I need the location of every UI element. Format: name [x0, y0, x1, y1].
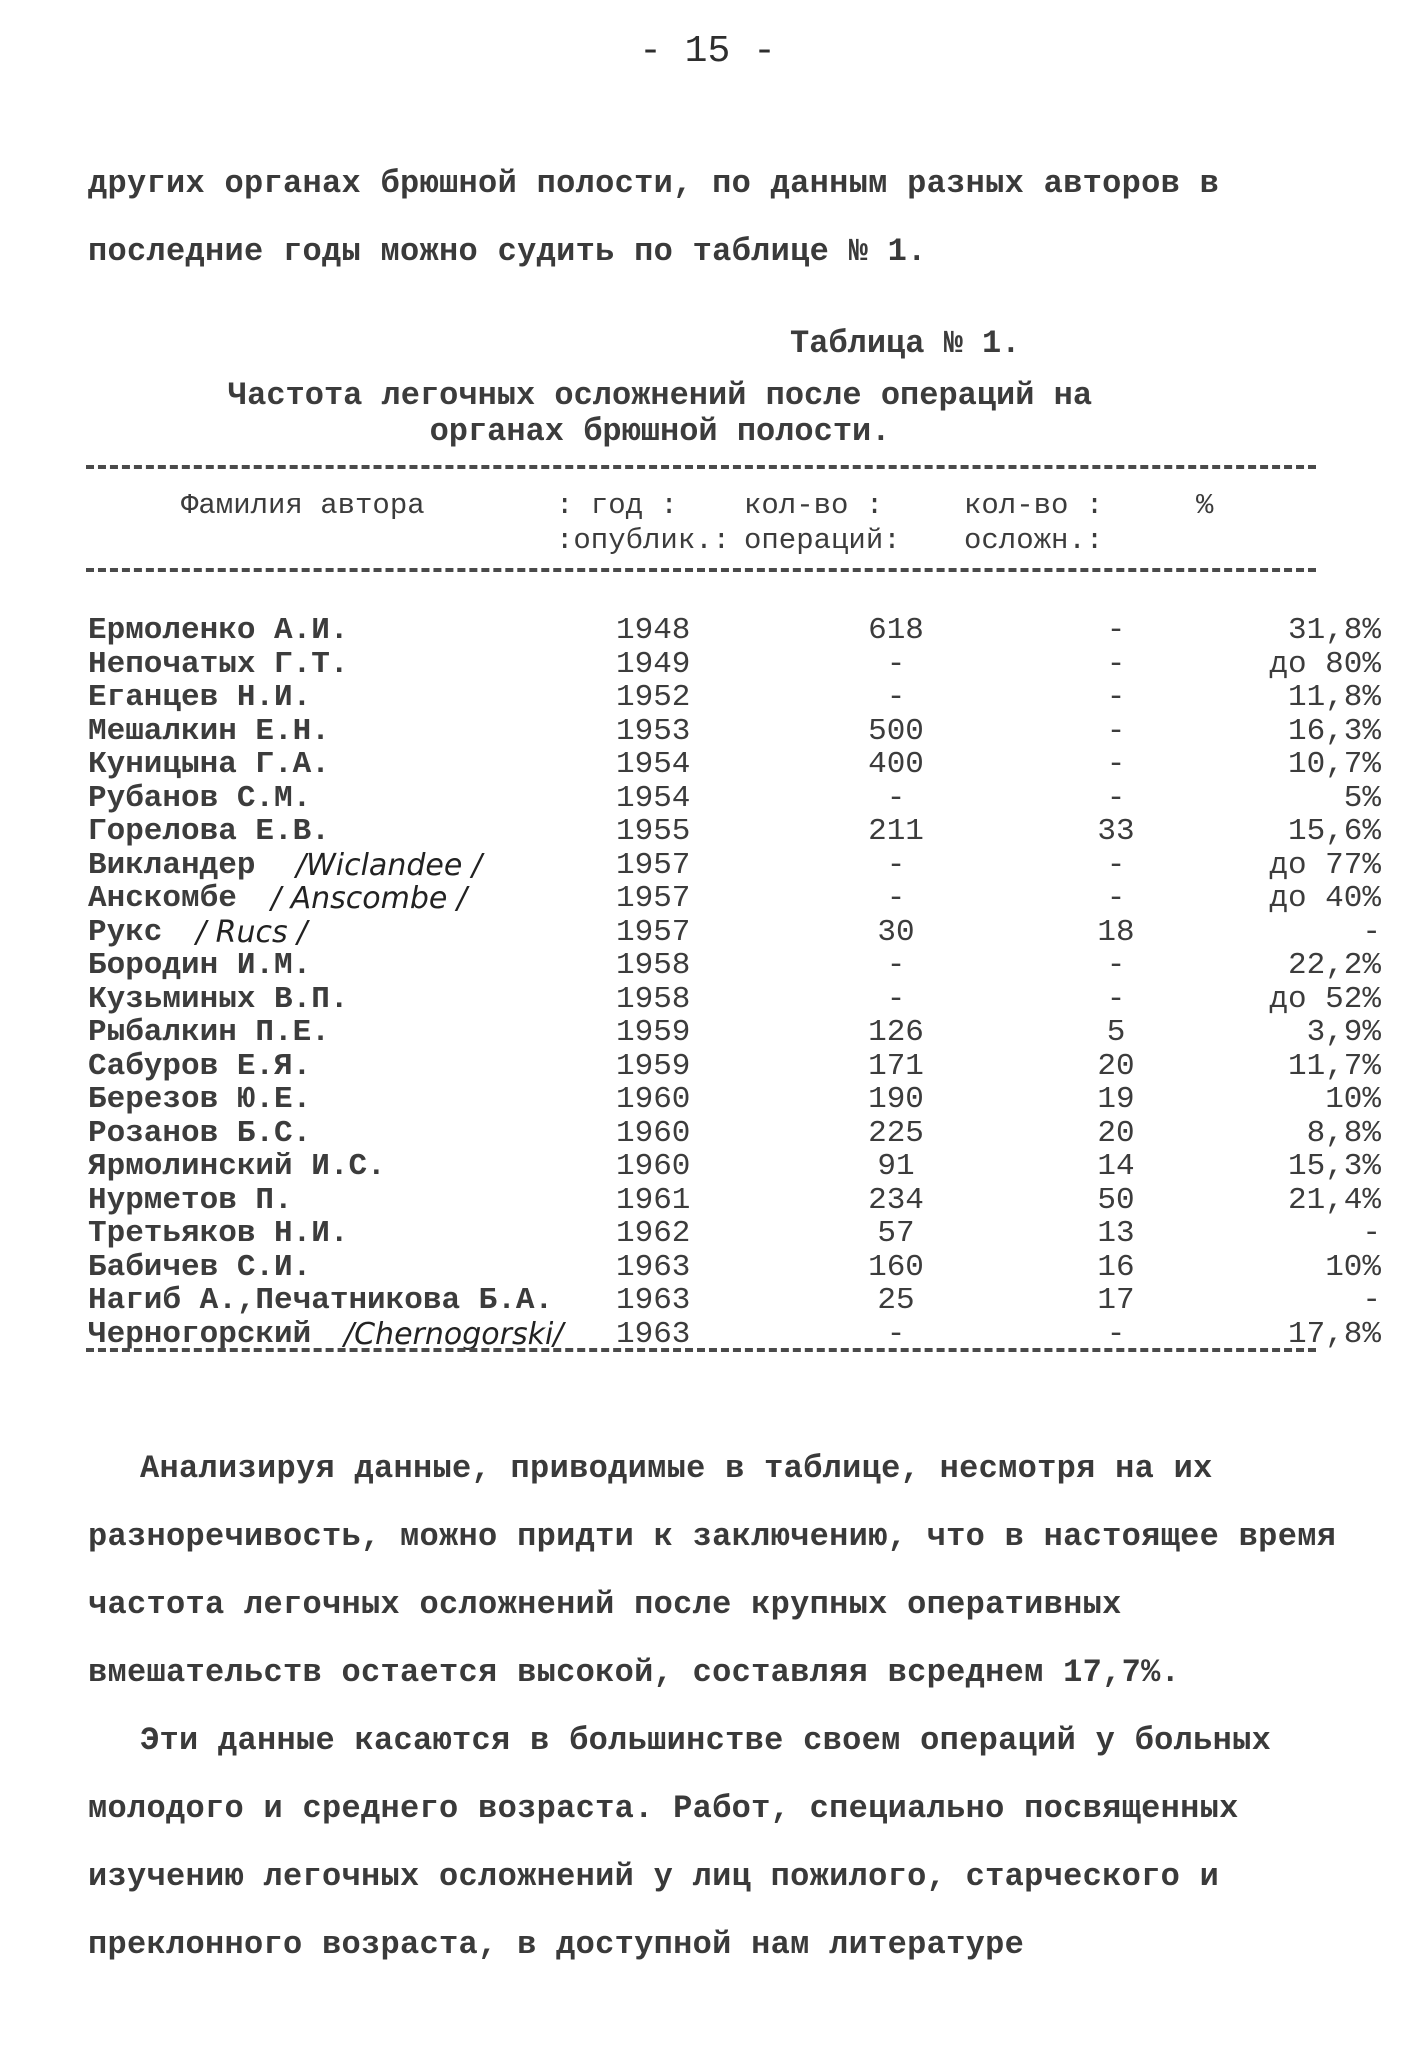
header-year-line1: : год : — [556, 489, 678, 522]
operations-cell: - — [886, 646, 906, 682]
operations-cell: 171 — [868, 1048, 924, 1084]
year-cell: 1963 — [616, 1283, 691, 1318]
complications-cell: 50 — [1097, 1182, 1135, 1218]
table-row — [86, 780, 1381, 816]
latin-name-annotation: /Chernogorski/ — [344, 1316, 564, 1352]
year-cell: 1955 — [616, 814, 691, 849]
header-operations — [744, 488, 901, 558]
table-row — [86, 1149, 1381, 1184]
percent-cell: 11,7% — [1287, 1048, 1381, 1084]
complications-cell: - — [1106, 780, 1126, 816]
percent-cell: 22,2% — [1287, 948, 1381, 983]
author-cell: Черногорский — [88, 1316, 312, 1352]
operations-cell: - — [886, 680, 906, 715]
author-cell: Еганцев Н.И. — [88, 680, 312, 715]
year-cell: 1949 — [616, 646, 691, 682]
author-cell: Третьяков Н.И. — [88, 1216, 349, 1251]
author-cell: Ермоленко А.И. — [88, 613, 349, 648]
operations-cell: 190 — [868, 1082, 924, 1117]
author-cell: Горелова Е.В. — [88, 814, 330, 849]
operations-cell: 234 — [868, 1182, 924, 1218]
year-cell: 1958 — [616, 981, 691, 1017]
year-cell: 1957 — [616, 881, 691, 916]
operations-cell: 211 — [868, 814, 924, 849]
percent-cell: до 40% — [1269, 881, 1381, 916]
table-label: Таблица № 1. — [790, 325, 1021, 362]
table-row — [86, 1082, 1381, 1117]
complications-cell: - — [1106, 646, 1126, 682]
operations-cell: 500 — [868, 713, 924, 749]
year-cell: 1957 — [616, 914, 691, 950]
table-row — [86, 814, 1381, 849]
operations-cell: 30 — [877, 914, 915, 950]
header-complications-line1: кол-во : — [964, 489, 1104, 522]
table-row — [86, 1048, 1381, 1084]
table-row — [86, 1316, 1381, 1352]
percent-cell: 11,8% — [1287, 680, 1381, 715]
table-row — [86, 881, 1381, 916]
year-cell: 1952 — [616, 680, 691, 715]
percent-cell: 10% — [1325, 1249, 1381, 1285]
year-cell: 1954 — [616, 780, 691, 816]
complications-cell: 33 — [1097, 814, 1135, 849]
table-row — [86, 646, 1381, 682]
page-number: - 15 - — [639, 30, 776, 73]
author-cell: Кузьминых В.П. — [88, 981, 349, 1017]
author-cell: Бородин И.М. — [88, 948, 312, 983]
header-operations-line1: кол-во : — [744, 489, 884, 522]
complications-cell: 17 — [1097, 1283, 1135, 1318]
author-cell: Рукс — [88, 914, 163, 950]
author-cell: Анскомбе — [88, 881, 237, 916]
percent-cell: - — [1362, 914, 1381, 950]
table-row — [86, 1115, 1381, 1151]
operations-cell: - — [886, 1316, 906, 1352]
complications-cell: - — [1106, 680, 1126, 715]
operations-cell: 91 — [877, 1149, 915, 1184]
table-row — [86, 948, 1381, 983]
header-percent: % — [1196, 489, 1214, 522]
complications-cell: 13 — [1097, 1216, 1135, 1251]
complications-cell: 20 — [1097, 1115, 1135, 1151]
header-complications-line2: осложн.: — [964, 524, 1104, 557]
percent-cell: 5% — [1343, 780, 1381, 816]
year-cell: 1959 — [616, 1015, 691, 1050]
percent-cell: 31,8% — [1287, 613, 1381, 648]
table-bottom-rule — [86, 1348, 1316, 1352]
percent-cell: до 52% — [1269, 981, 1381, 1017]
year-cell: 1960 — [616, 1082, 691, 1117]
table-row — [86, 1015, 1381, 1050]
table-row — [86, 1216, 1381, 1251]
year-cell: 1953 — [616, 713, 691, 749]
percent-cell: до 77% — [1269, 847, 1381, 883]
table-row — [86, 981, 1381, 1017]
year-cell: 1957 — [616, 847, 691, 883]
year-cell: 1960 — [616, 1149, 691, 1184]
operations-cell: 57 — [877, 1216, 915, 1251]
author-cell: Сабуров Е.Я. — [88, 1048, 312, 1084]
year-cell: 1954 — [616, 747, 691, 782]
author-cell: Нурметов П. — [88, 1182, 293, 1218]
complications-cell: - — [1106, 713, 1126, 749]
author-cell: Рыбалкин П.Е. — [88, 1015, 330, 1050]
author-cell: Розанов Б.С. — [88, 1115, 312, 1151]
complications-cell: 14 — [1097, 1149, 1135, 1184]
complications-cell: - — [1106, 981, 1126, 1017]
percent-cell: - — [1362, 1216, 1381, 1251]
complications-cell: 20 — [1097, 1048, 1135, 1084]
latin-name-annotation: /Wiclandee / — [296, 847, 482, 883]
complications-cell: - — [1106, 948, 1126, 983]
table-row — [86, 1249, 1381, 1285]
complications-cell: 19 — [1097, 1082, 1135, 1117]
year-cell: 1961 — [616, 1182, 691, 1218]
table-row — [86, 680, 1381, 715]
complications-cell: 16 — [1097, 1249, 1135, 1285]
complications-cell: 18 — [1097, 914, 1135, 950]
header-year — [556, 488, 730, 558]
complications-cell: - — [1106, 1316, 1126, 1352]
operations-cell: - — [886, 847, 906, 883]
latin-name-annotation: / Anscombe / — [271, 881, 468, 916]
intro-paragraph: других органах брюшной полости, по данным разных авторов в последние годы можно судить по таблице № 1. — [88, 165, 1220, 270]
year-cell: 1963 — [616, 1249, 691, 1285]
operations-cell: 25 — [877, 1283, 915, 1318]
year-cell: 1958 — [616, 948, 691, 983]
percent-cell: 15,3% — [1287, 1149, 1381, 1184]
complications-cell: - — [1106, 613, 1126, 648]
operations-cell: 126 — [868, 1015, 924, 1050]
year-cell: 1960 — [616, 1115, 691, 1151]
table-row — [86, 914, 1381, 950]
operations-cell: - — [886, 948, 906, 983]
percent-cell: 15,6% — [1287, 814, 1381, 849]
operations-cell: - — [886, 881, 906, 916]
year-cell: 1948 — [616, 613, 691, 648]
author-cell: Куницына Г.А. — [88, 747, 330, 782]
age-groups-paragraph: Эти данные касаются в большинстве своем операций у больных молодого и среднего возраста. Работ, специально посвященных изучению легочных осложнений у лиц пожилого, старческого и преклонного возраста, в доступной нам литературе — [88, 1722, 1272, 1963]
percent-cell: до 80% — [1269, 646, 1381, 682]
table-header-rule — [86, 568, 1316, 572]
year-cell: 1963 — [616, 1316, 691, 1352]
operations-cell: - — [886, 981, 906, 1017]
complications-cell: - — [1106, 881, 1126, 916]
percent-cell: 3,9% — [1306, 1015, 1381, 1050]
author-cell: Непочатых Г.Т. — [88, 646, 349, 682]
author-cell: Мешалкин Е.Н. — [88, 713, 330, 749]
author-cell: Рубанов С.М. — [88, 780, 312, 816]
latin-name-annotation: / Rucs / — [196, 914, 308, 950]
percent-cell: 10,7% — [1287, 747, 1381, 782]
table-row — [86, 713, 1381, 749]
year-cell: 1962 — [616, 1216, 691, 1251]
author-cell: Бабичев С.И. — [88, 1249, 312, 1285]
percent-cell: 17,8% — [1287, 1316, 1381, 1352]
percent-cell: - — [1362, 1283, 1381, 1318]
table-title: Частота легочных осложнений после операций на органах брюшной полости. — [227, 377, 1093, 450]
operations-cell: 160 — [868, 1249, 924, 1285]
operations-cell: 400 — [868, 747, 924, 782]
complications-cell: - — [1106, 747, 1126, 782]
percent-cell: 16,3% — [1287, 713, 1381, 749]
analysis-paragraph: Анализируя данные, приводимые в таблице, несмотря на их разноречивость, можно придти к заключению, что в настоящее время частота легочных осложнений после крупных оперативных вмешательств остается высокой, составляя всреднем 17,7%. — [88, 1450, 1337, 1691]
table-row — [86, 1283, 1381, 1318]
year-cell: 1959 — [616, 1048, 691, 1084]
table-top-rule — [86, 465, 1316, 469]
author-cell: Нагиб А.,Печатникова Б.А. — [88, 1283, 554, 1318]
percent-cell: 21,4% — [1287, 1182, 1381, 1218]
header-author: Фамилия автора — [181, 489, 425, 522]
percent-cell: 8,8% — [1306, 1115, 1381, 1151]
author-cell: Викландер — [88, 847, 256, 883]
complications-cell: 5 — [1106, 1015, 1126, 1050]
author-cell: Березов Ю.Е. — [88, 1082, 312, 1117]
header-year-line2: :опублик.: — [556, 524, 731, 557]
table-header — [86, 488, 1316, 558]
table-row — [86, 847, 1381, 883]
percent-cell: 10% — [1325, 1082, 1381, 1117]
operations-cell: 618 — [868, 613, 924, 648]
operations-cell: - — [886, 780, 906, 816]
operations-cell: 225 — [868, 1115, 924, 1151]
header-complications — [964, 488, 1103, 558]
header-operations-line2: операций: — [744, 524, 901, 557]
author-cell: Ярмолинский И.С. — [88, 1149, 386, 1184]
complications-cell: - — [1106, 847, 1126, 883]
table-body — [86, 613, 1381, 1352]
table-row — [86, 613, 1381, 648]
table-row — [86, 1182, 1381, 1218]
table-row — [86, 747, 1381, 782]
